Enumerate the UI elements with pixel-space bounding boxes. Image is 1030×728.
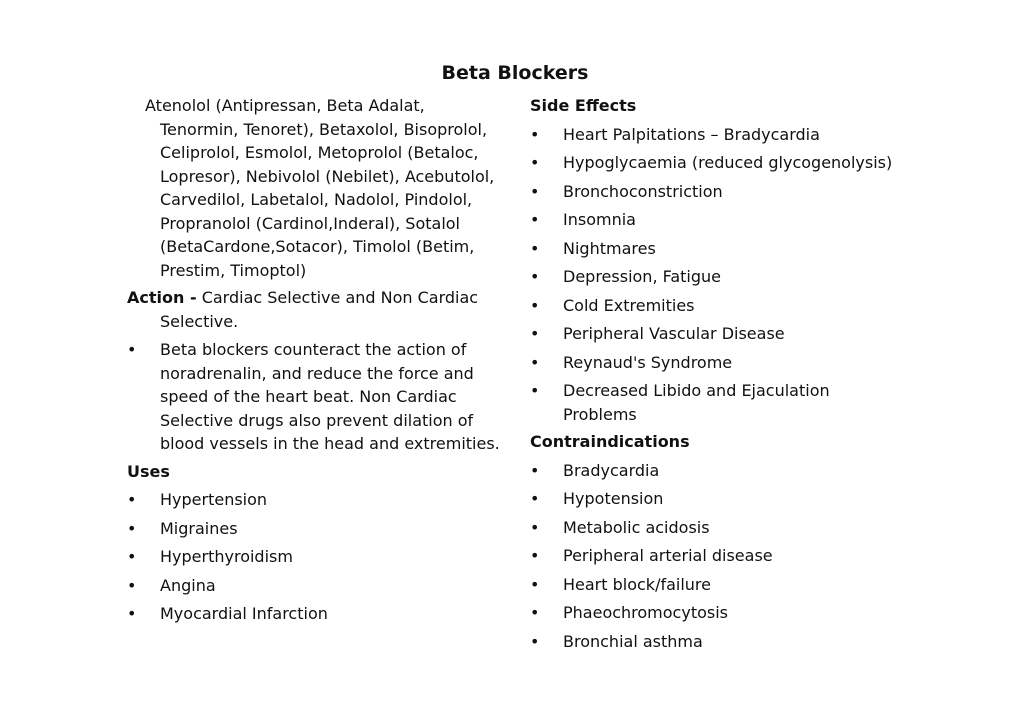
list-item: • Metabolic acidosis: [530, 517, 710, 537]
list-item: • Hypotension: [530, 489, 664, 508]
action-bullet-line: Beta blockers counteract the action of: [160, 340, 467, 359]
action-bullet: [127, 338, 507, 456]
list-item: • Migraines: [127, 518, 238, 538]
drug-list-line: Carvedilol, Labetalol, Nadolol, Pindolol,: [160, 190, 473, 209]
action-bullet-line: Selective drugs also prevent dilation of: [160, 410, 474, 430]
list-item: • Hyperthyroidism: [127, 547, 293, 566]
contraindications-heading: Contraindications: [530, 432, 690, 451]
action-bullet-line: blood vessels in the head and extremities.: [160, 434, 500, 453]
list-item: • Insomnia: [530, 210, 636, 229]
list-item: • Heart block/failure: [530, 574, 711, 594]
list-item: • Decreased Libido and Ejaculation Problems: [530, 381, 830, 424]
uses-heading: Uses: [127, 461, 170, 481]
list-item: • Bradycardia: [530, 460, 660, 480]
list-item: • Cold Extremities: [530, 295, 695, 315]
drug-list-line: Propranolol (Cardinol,Inderal), Sotalol: [160, 213, 460, 233]
bullet-marker: •: [127, 340, 137, 359]
uses-section: [127, 460, 507, 626]
right-column: [530, 94, 1000, 653]
action-bullet-line: speed of the heart beat. Non Cardiac: [160, 387, 457, 406]
list-item: • Myocardial Infarction: [127, 604, 328, 623]
drug-list-line: Prestim, Timoptol): [160, 260, 307, 280]
left-column: [127, 94, 507, 626]
list-item: • Nightmares: [530, 238, 656, 258]
drug-list: [127, 94, 507, 282]
list-item: • Hypertension: [127, 490, 268, 509]
list-item: • Peripheral Vascular Disease: [530, 324, 785, 343]
drug-list-line: Celiprolol, Esmolol, Metoprolol (Betaloc,: [160, 143, 479, 162]
drug-list-line: Tenormin, Tenoret), Betaxolol, Bisoprolol,: [160, 119, 488, 139]
action-bullet-line: noradrenalin, and reduce the force and: [160, 363, 474, 383]
side-effects-section: [530, 94, 1000, 426]
action-line: [127, 286, 507, 310]
list-item: • Depression, Fatigue: [530, 267, 722, 286]
action-label: Action -: [127, 288, 197, 307]
list-item: • Hypoglycaemia (reduced glycogenolysis): [530, 153, 893, 172]
action-text: Cardiac Selective and Non Cardiac: [201, 288, 479, 307]
list-item: • Reynaud's Syndrome: [530, 352, 733, 372]
side-effects-heading: Side Effects: [530, 96, 637, 115]
list-item: • Phaeochromocytosis: [530, 603, 728, 622]
action-section: [127, 286, 507, 456]
page-title: Beta Blockers: [441, 62, 589, 84]
contraindications-section: [530, 430, 1000, 653]
action-text-cont: Selective.: [160, 311, 239, 331]
list-item: • Heart Palpitations – Bradycardia: [530, 124, 820, 144]
list-item: • Bronchial asthma: [530, 631, 703, 651]
list-item: • Peripheral arterial disease: [530, 546, 773, 565]
drug-list-line: Lopresor), Nebivolol (Nebilet), Acebutolol,: [160, 166, 495, 186]
list-item: • Bronchoconstriction: [530, 181, 723, 201]
drug-list-line: (BetaCardone,Sotacor), Timolol (Betim,: [160, 237, 475, 256]
list-item: • Angina: [127, 575, 216, 595]
drug-list-line: Atenolol (Antipressan, Beta Adalat,: [145, 96, 425, 115]
